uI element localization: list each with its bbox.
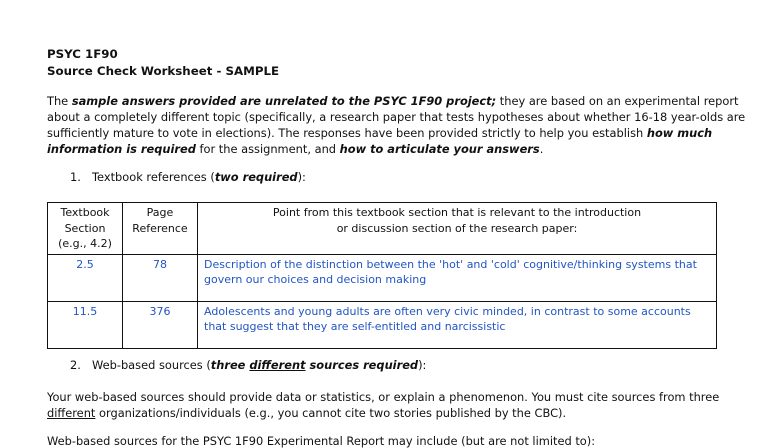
section-label: Textbook references ( [92, 170, 215, 184]
para-underlined: different [47, 406, 96, 420]
intro-emphasis: how to articulate your answers [339, 142, 540, 156]
course-code: PSYC 1F90 [47, 47, 118, 61]
row-page: 78 [123, 254, 198, 301]
intro-text: . [539, 142, 544, 156]
header-point-line2: or discussion section of the research paper: [336, 221, 578, 235]
header-point-line1: Point from this textbook section that is relevant to the introduction [272, 206, 642, 219]
table-header-row [48, 203, 717, 255]
section-emphasis-underlined: different [249, 358, 306, 372]
intro-text: for the assignment, and [195, 142, 340, 156]
section-emphasis: two required [214, 170, 298, 184]
intro-emphasis: how much information is required [47, 126, 713, 156]
table-row [48, 254, 717, 301]
section-label-close: ): [418, 358, 427, 372]
header-point [198, 203, 717, 255]
header-page-reference: Page Reference [123, 203, 198, 255]
section-label-close: ): [297, 170, 306, 184]
intro-text: they are based on an experimental report about a completely different topic (specifically, a research paper that tests hypotheses about whether 16-18 year-olds are sufficiently mature to vote in elections). The responses have been provided strictly to help you establish [47, 94, 746, 140]
textbook-references-table [47, 202, 717, 349]
section-web-sources [70, 358, 426, 372]
row-section: 11.5 [48, 301, 123, 348]
section-textbook-references [70, 170, 306, 184]
row-page: 376 [123, 301, 198, 348]
section-number: 2. [70, 358, 81, 372]
section-number: 1. [70, 170, 81, 184]
row-point: Adolescents and young adults are often very civic minded, in contrast to some accounts that suggest that they are self-entitled and narcissistic [198, 301, 717, 348]
para-text: Your web-based sources should provide data or statistics, or explain a phenomenon. You must cite sources from three [47, 390, 720, 404]
header-textbook-section: Textbook Section (e.g., 4.2) [48, 203, 123, 255]
intro-text: The [47, 94, 72, 108]
intro-paragraph [47, 93, 747, 157]
para-text: organizations/individuals (e.g., you cannot cite two stories published by the CBC). [95, 406, 567, 420]
row-point: Description of the distinction between the 'hot' and 'cold' cognitive/thinking systems that govern our choices and decision making [198, 254, 717, 301]
section-emphasis: three [210, 358, 250, 372]
cutoff-line: Web-based sources for the PSYC 1F90 Experimental Report may include (but are not limited to): [47, 434, 596, 448]
worksheet-title: Source Check Worksheet - SAMPLE [47, 64, 280, 78]
section-emphasis: sources required [305, 358, 419, 372]
section-label: Web-based sources ( [92, 358, 211, 372]
table-row [48, 301, 717, 348]
row-section: 2.5 [48, 254, 123, 301]
web-sources-paragraph [47, 389, 747, 421]
intro-emphasis: sample answers provided are unrelated to the PSYC 1F90 project; [71, 94, 497, 108]
